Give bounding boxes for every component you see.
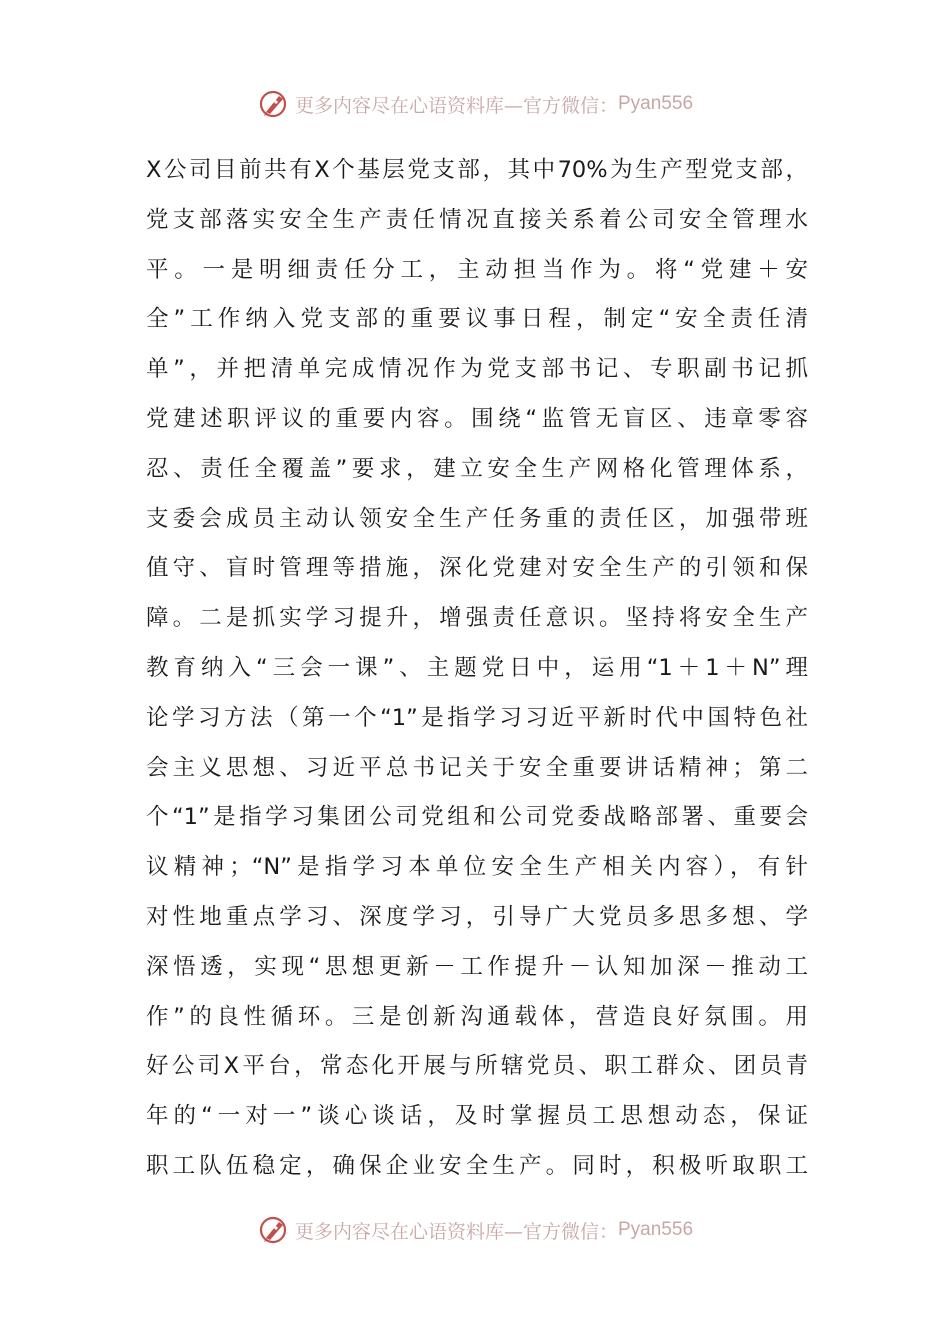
- watermark-footer: [0, 1210, 950, 1250]
- pen-nib-icon: [257, 1213, 291, 1247]
- body-line: X公司目前共有X个基层党支部，其中70%为生产型党支部，: [146, 157, 808, 183]
- watermark-wechat-id: Pyan556: [618, 93, 694, 114]
- body-line: 障。二是抓实学习提升，增强责任意识。坚持将安全生产: [146, 605, 808, 632]
- body-line: 忍、责任全覆盖”要求，建立安全生产网格化管理体系，: [146, 455, 808, 482]
- body-line: 议精神；“N”是指学习本单位安全生产相关内容），有针: [146, 854, 808, 881]
- document-body: [146, 146, 808, 1192]
- body-line: 好公司X平台，常态化开展与所辖党员、职工群众、团员青: [146, 1053, 808, 1080]
- watermark-wechat-id: Pyan556: [618, 1219, 694, 1240]
- body-line: 论学习方法（第一个“1”是指学习习近平新时代中国特色社: [146, 704, 808, 731]
- body-line: 教育纳入“三会一课”、主题党日中，运用“1＋1＋N”理: [146, 654, 808, 681]
- body-line: 党支部落实安全生产责任情况直接关系着公司安全管理水: [146, 206, 808, 233]
- body-line: 个“1”是指学习集团公司党组和公司党委战略部署、重要会: [146, 804, 808, 831]
- body-line: 职工队伍稳定，确保企业安全生产。同时，积极听取职工: [146, 1152, 808, 1179]
- pen-nib-icon: [257, 87, 291, 121]
- body-line: 党建述职评议的重要内容。围绕“监管无盲区、违章零容: [146, 405, 808, 432]
- watermark-header: [0, 84, 950, 124]
- body-line: 年的“一对一”谈心谈话，及时掌握员工思想动态，保证: [146, 1103, 808, 1130]
- watermark-text: 更多内容尽在心语资料库—官方微信：: [294, 1220, 618, 1243]
- body-line: 会主义思想、习近平总书记关于安全重要讲话精神；第二: [146, 754, 808, 781]
- watermark-text: 更多内容尽在心语资料库—官方微信：: [294, 94, 618, 117]
- body-line: 作”的良性循环。三是创新沟通载体，营造良好氛围。用: [146, 1003, 808, 1030]
- body-line: 深悟透，实现“思想更新－工作提升－认知加深－推动工: [146, 953, 808, 980]
- body-line: 对性地重点学习、深度学习，引导广大党员多思多想、学: [146, 903, 808, 930]
- body-line: 值守、盲时管理等措施，深化党建对安全生产的引领和保: [146, 555, 808, 582]
- body-line: 平。一是明细责任分工，主动担当作为。将“党建＋安: [146, 256, 808, 283]
- body-line: 支委会成员主动认领安全生产任务重的责任区，加强带班: [146, 505, 808, 532]
- body-line: 全”工作纳入党支部的重要议事日程，制定“安全责任清: [146, 306, 808, 333]
- body-line: 单”，并把清单完成情况作为党支部书记、专职副书记抓: [146, 356, 808, 383]
